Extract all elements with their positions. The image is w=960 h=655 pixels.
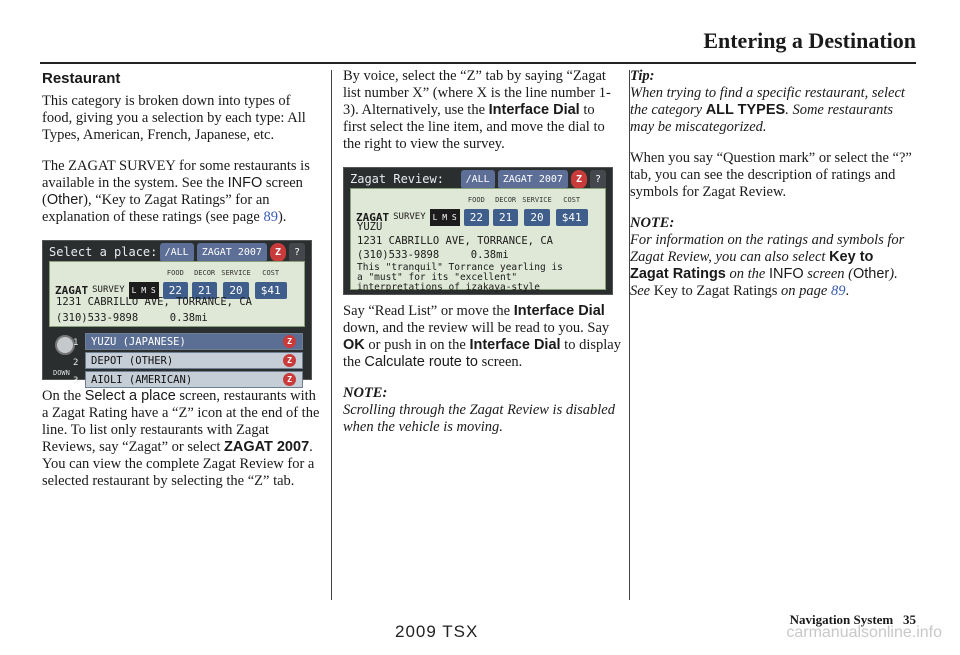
column-divider (331, 70, 332, 600)
note-label: NOTE: (630, 215, 675, 231)
page-link[interactable]: 89 (263, 209, 278, 225)
zagat-review-screenshot: Zagat Review: /ALL ZAGAT 2007 Z ? ZAGAT SURVEY L M S FOOD 22 DECOR 21 SERVICE 20 COST $41 YUZU 1231 CABRILLO AVE, TORRANCE, CA (310)533-9898 0.38mi This "tranquil" Torrance yearling is a "must" for its "excellent" interpretations of izakaya-style (343, 167, 613, 295)
paragraph: When you say “Question mark” or select the “?” tab, you can see the description of ratings and symbols for Zagat Review. (630, 150, 912, 200)
paragraph: On the Select a place screen, restaurants with a Zagat Rating have a “Z” icon at the end of the line. To list only restaurants with Zagat Reviews, say “Zagat” or select ZAGAT 2007. You can view the complete Zagat Review for a selected restaurant by selecting the “Z” tab. (42, 388, 320, 489)
list-item[interactable]: YUZU (JAPANESE) Z (85, 333, 303, 350)
tip-text: When trying to find a specific restaurant, select the category ALL TYPES. Some restaurants may be miscategorized. (630, 85, 905, 135)
select-place-screenshot: Select a place: /ALL ZAGAT 2007 Z ? ZAGAT SURVEY L M S FOOD 22 DECOR 21 SERVICE 20 COST $41 1231 CABRILLO AVE, TORRANCE, CA (310)533-9898 0.38mi DOWN 1 2 3 YUZU (JAPANESE) Z DEPOT (OTHER) Z AIOLI (AMERICAN) Z (42, 240, 312, 380)
column-1 (42, 68, 320, 504)
zagat-review-panel: ZAGAT SURVEY L M S FOOD 22 DECOR 21 SERVICE 20 COST $41 YUZU 1231 CABRILLO AVE, TORRANCE, CA (310)533-9898 0.38mi This "tranquil" Torrance yearling is a "must" for its "excellent" interpretations of izakaya-style (350, 188, 606, 290)
zagat-z-icon: Z (283, 354, 296, 367)
zagat-z-icon: Z (283, 335, 296, 348)
watermark: carmanualsonline.info (786, 624, 942, 641)
column-3 (630, 68, 912, 314)
page-link[interactable]: 89 (830, 283, 846, 299)
header-rule (40, 62, 916, 64)
zagat-summary-panel: ZAGAT SURVEY L M S FOOD 22 DECOR 21 SERVICE 20 COST $41 1231 CABRILLO AVE, TORRANCE, CA (310)533-9898 0.38mi (49, 261, 305, 327)
page-header-title: Entering a Destination (703, 28, 916, 53)
interface-dial-icon (55, 335, 75, 355)
note-text: Scrolling through the Zagat Review is disabled when the vehicle is moving. (343, 402, 615, 435)
tip-label: Tip: (630, 68, 655, 84)
paragraph: This category is broken down into types of food, giving you a selection by each type: All Types, American, French, Japanese, etc. (42, 93, 306, 143)
paragraph: By voice, select the “Z” tab by saying “Zagat list number X” (where X is the line number 1-3). Alternatively, use the Interface Dial to first select the line item, and move the dial to the right to view the survey. (343, 68, 611, 152)
footer-page-label: Navigation System 35 (789, 612, 916, 627)
list-item[interactable]: DEPOT (OTHER) Z (85, 352, 303, 369)
section-heading: Restaurant (42, 70, 121, 87)
note-text: For information on the ratings and symbols for Zagat Review, you can also select Key to Zagat Ratings on the INFO screen (Other). See Key to Zagat Ratings on page 89. (630, 232, 905, 299)
list-item[interactable]: AIOLI (AMERICAN) Z (85, 371, 303, 388)
note-label: NOTE: (343, 385, 388, 401)
zagat-z-icon: Z (283, 373, 296, 386)
paragraph: Say “Read List” or move the Interface Dial down, and the review will be read to you. Say OK or push in on the Interface Dial to display the Calculate route to screen. (343, 303, 621, 370)
paragraph: The ZAGAT SURVEY for some restaurants is available in the system. See the INFO screen (Other), “Key to Zagat Ratings” for an explanation of these ratings (see page 89). (42, 158, 310, 225)
footer-model: 2009 TSX (395, 622, 479, 641)
column-2 (343, 68, 621, 450)
